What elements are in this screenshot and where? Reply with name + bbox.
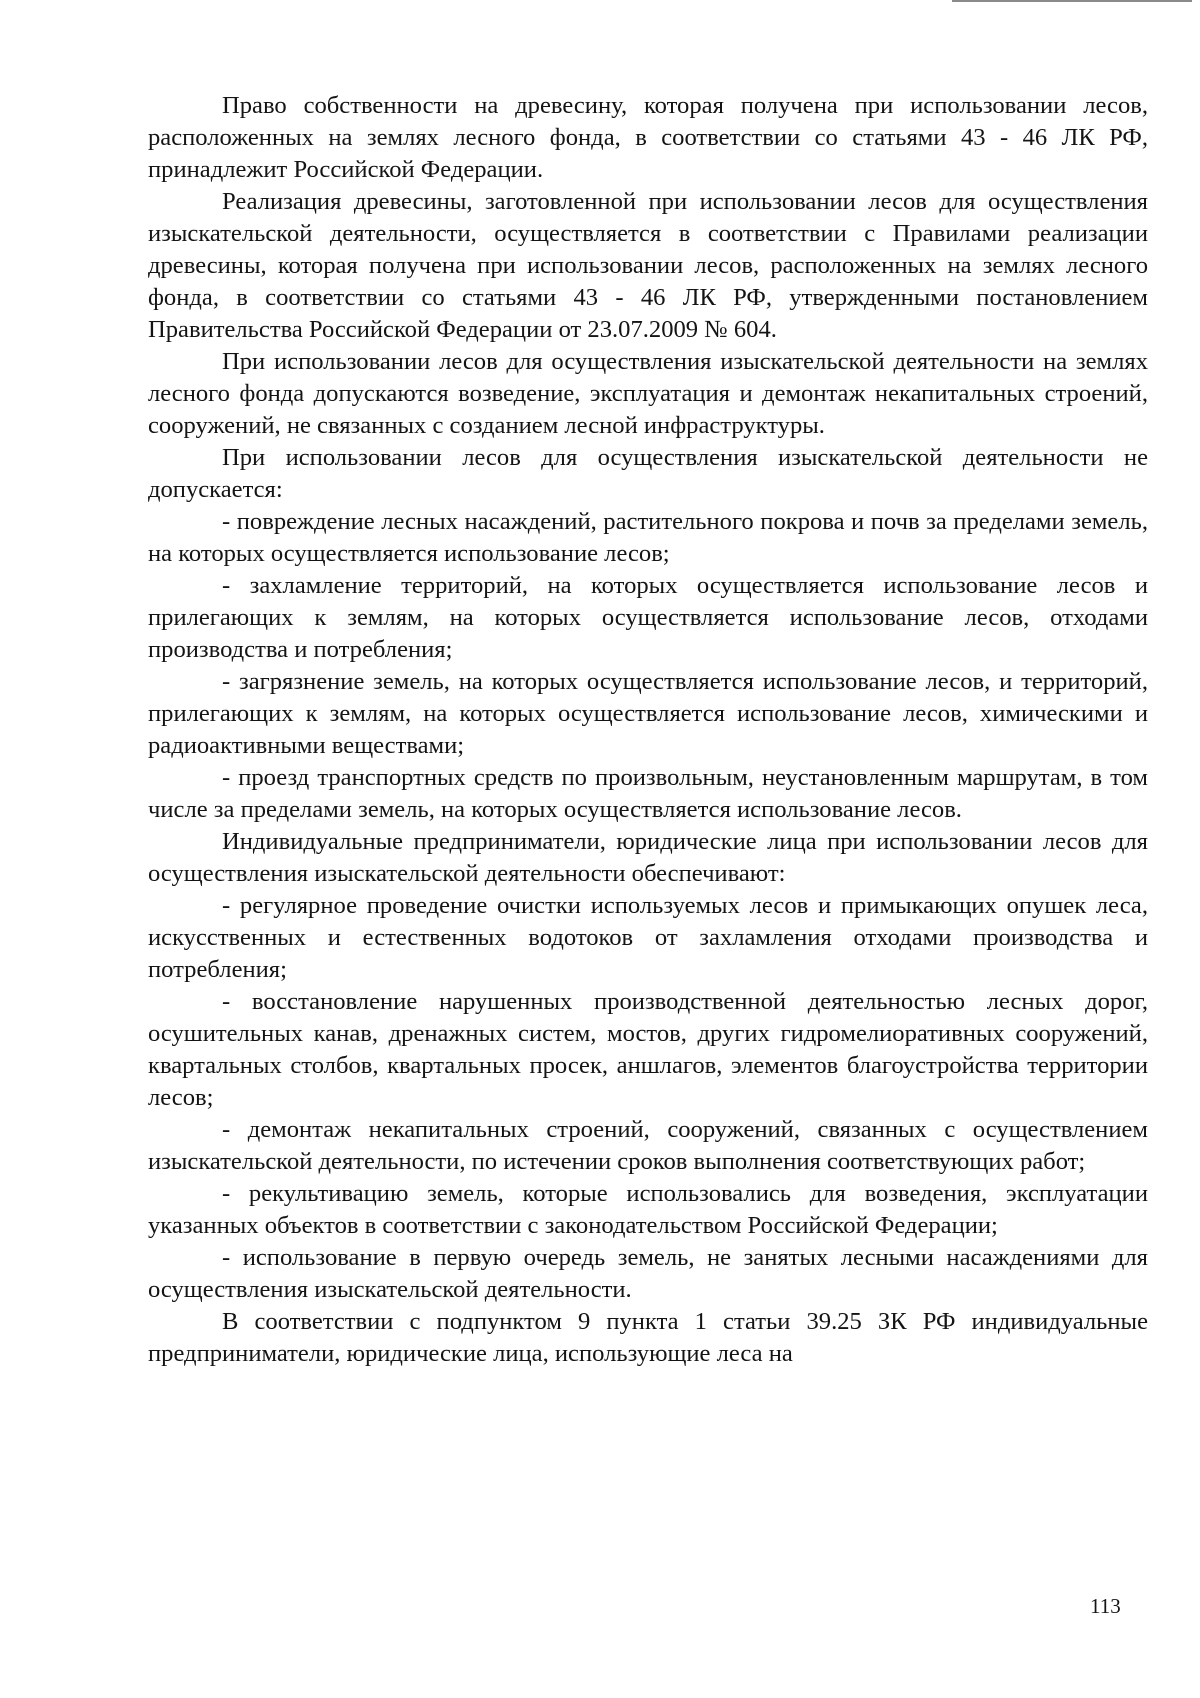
paragraph-prohibitions-intro: При использовании лесов для осуществления изыскательской деятельности не допускается: — [148, 444, 1148, 503]
paragraph-allowed-structures: При использовании лесов для осуществления изыскательской деятельности на землях лесного фонда допускаются возведение, эксплуатация и демонтаж некапитальных строений, сооружений, не связанных с созданием лесной инфраструктуры. — [148, 348, 1148, 439]
list-item-obligation: - демонтаж некапитальных строений, сооружений, связанных с осуществлением изыскательской деятельности, по истечении сроков выполнения соответствующих работ; — [148, 1116, 1148, 1175]
list-item-obligation: - восстановление нарушенных производственной деятельностью лесных дорог, осушительных канав, дренажных систем, мостов, других гидромелиоративных сооружений, квартальных столбов, квартальных просек, аншлагов, элементов благоустройства территории лесов; — [148, 988, 1148, 1111]
scan-edge-line — [952, 0, 1192, 2]
paragraph-obligations-intro: Индивидуальные предприниматели, юридические лица при использовании лесов для осуществления изыскательской деятельности обеспечивают: — [148, 828, 1148, 887]
list-item-prohibition: - повреждение лесных насаждений, растительного покрова и почв за пределами земель, на которых осуществляется использование лесов; — [148, 508, 1148, 567]
list-item-obligation: - регулярное проведение очистки используемых лесов и примыкающих опушек леса, искусственных и естественных водотоков от захламления отходами производства и потребления; — [148, 892, 1148, 983]
paragraph-ownership: Право собственности на древесину, которая получена при использовании лесов, расположенных на землях лесного фонда, в соответствии со статьями 43 - 46 ЛК РФ, принадлежит Российской Федерации. — [148, 92, 1148, 183]
paragraph-land-code: В соответствии с подпунктом 9 пункта 1 статьи 39.25 ЗК РФ индивидуальные предприниматели, юридические лица, использующие леса на — [148, 1308, 1148, 1367]
list-item-prohibition: - проезд транспортных средств по произвольным, неустановленным маршрутам, в том числе за пределами земель, на которых осуществляется использование лесов. — [148, 764, 1148, 823]
paragraph-timber-sale: Реализация древесины, заготовленной при использовании лесов для осуществления изыскательской деятельности, осуществляется в соответствии с Правилами реализации древесины, которая получена при использовании лесов, расположенных на землях лесного фонда, в соответствии со статьями 43 - 46 ЛК РФ, утвержденными постановлением Правительства Российской Федерации от 23.07.2009 № 604. — [148, 188, 1148, 343]
document-body — [148, 90, 1148, 1370]
list-item-prohibition: - загрязнение земель, на которых осуществляется использование лесов, и территорий, прилегающих к землям, на которых осуществляется использование лесов, химическими и радиоактивными веществами; — [148, 668, 1148, 759]
list-item-obligation: - рекультивацию земель, которые использовались для возведения, эксплуатации указанных объектов в соответствии с законодательством Российской Федерации; — [148, 1180, 1148, 1239]
list-item-prohibition: - захламление территорий, на которых осуществляется использование лесов и прилегающих к землям, на которых осуществляется использование лесов, отходами производства и потребления; — [148, 572, 1148, 663]
list-item-obligation: - использование в первую очередь земель, не занятых лесными насаждениями для осуществления изыскательской деятельности. — [148, 1244, 1148, 1303]
page-number: 113 — [1090, 1594, 1121, 1618]
